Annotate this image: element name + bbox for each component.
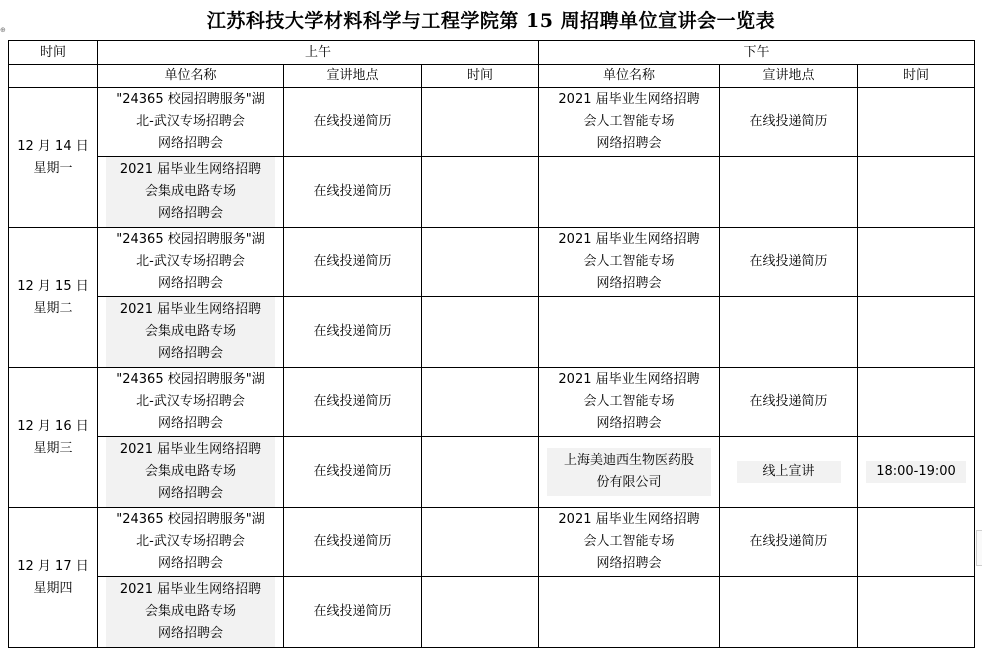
unit-name: [106, 89, 275, 155]
unit-name-line: 2021 届毕业生网络招聘: [558, 372, 700, 387]
venue-text: 在线投递简历: [313, 394, 392, 409]
pm-venue-cell[interactable]: [720, 577, 858, 648]
pm-time-cell[interactable]: [858, 297, 975, 368]
venue-text: 在线投递简历: [313, 184, 392, 199]
unit-name-line: 网络招聘会: [157, 556, 223, 571]
unit-name-line: 份有限公司: [596, 475, 662, 490]
venue-text: 在线投递简历: [749, 534, 828, 549]
date-cell: [9, 508, 98, 648]
am-time-cell[interactable]: [422, 157, 539, 228]
header-am-time: 时间: [422, 65, 539, 88]
venue-text: 在线投递简历: [749, 254, 828, 269]
pm-time-cell[interactable]: [858, 368, 975, 437]
unit-name-line: 会人工智能专场: [583, 394, 675, 409]
date-text: 12 月 14 日: [17, 138, 89, 154]
unit-name: [106, 157, 275, 227]
am-venue-cell[interactable]: [284, 297, 422, 368]
am-unit-cell[interactable]: [98, 577, 284, 648]
unit-name: [106, 369, 275, 435]
unit-name-line: 网络招聘会: [596, 556, 662, 571]
unit-name-line: "24365 校园招聘服务"湖: [116, 372, 265, 387]
pm-venue-cell[interactable]: [720, 437, 858, 508]
pm-unit-cell[interactable]: [539, 577, 720, 648]
pm-unit-cell[interactable]: [539, 508, 720, 577]
am-time-cell[interactable]: [422, 297, 539, 368]
am-unit-cell[interactable]: [98, 88, 284, 157]
unit-name-line: 会人工智能专场: [583, 534, 675, 549]
header-row-periods: [9, 41, 975, 65]
unit-name-line: 网络招聘会: [157, 136, 223, 151]
venue-text: 在线投递简历: [749, 114, 828, 129]
date-text: 12 月 16 日: [17, 418, 89, 434]
weekday-text: 星期二: [33, 300, 73, 316]
page-title: 江苏科技大学材料科学与工程学院第 15 周招聘单位宣讲会一览表: [206, 10, 776, 32]
table-row: [9, 508, 975, 577]
header-blank: [9, 65, 98, 88]
am-time-cell[interactable]: [422, 228, 539, 297]
pm-time-cell[interactable]: [858, 508, 975, 577]
am-time-cell[interactable]: [422, 508, 539, 577]
pm-venue-cell[interactable]: [720, 157, 858, 228]
pm-time-cell[interactable]: [858, 88, 975, 157]
am-venue-cell[interactable]: [284, 368, 422, 437]
am-time-cell[interactable]: [422, 437, 539, 508]
pm-unit-cell[interactable]: [539, 157, 720, 228]
am-venue-cell[interactable]: [284, 437, 422, 508]
unit-name-line: 北-武汉专场招聘会: [136, 394, 245, 409]
unit-name-line: 上海美迪西生物医药股: [564, 453, 695, 468]
unit-name-line: 网络招聘会: [596, 276, 662, 291]
unit-name-line: 网络招聘会: [157, 486, 223, 501]
header-pm-venue: 宣讲地点: [720, 65, 858, 88]
header-afternoon: 下午: [539, 41, 975, 65]
venue-text: 在线投递简历: [313, 324, 392, 339]
pm-unit-cell[interactable]: [539, 297, 720, 368]
weekday-text: 星期四: [33, 580, 73, 596]
unit-name-line: 网络招聘会: [157, 346, 223, 361]
schedule-table: [8, 40, 975, 648]
am-unit-cell[interactable]: [98, 228, 284, 297]
header-pm-unit: 单位名称: [539, 65, 720, 88]
unit-name-line: 2021 届毕业生网络招聘: [558, 92, 700, 107]
venue-text: 在线投递简历: [313, 464, 392, 479]
am-venue-cell[interactable]: [284, 228, 422, 297]
weekday-text: 星期三: [33, 440, 73, 456]
pm-time-cell[interactable]: [858, 228, 975, 297]
unit-name-line: 2021 届毕业生网络招聘: [119, 162, 262, 177]
pm-time-cell[interactable]: [858, 577, 975, 648]
header-pm-time: 时间: [858, 65, 975, 88]
header-time: 时间: [9, 41, 98, 65]
unit-name: [547, 369, 711, 435]
am-time-cell[interactable]: [422, 368, 539, 437]
table-row: [9, 228, 975, 297]
unit-name-line: 2021 届毕业生网络招聘: [119, 442, 262, 457]
unit-name: [106, 437, 275, 507]
unit-name-line: "24365 校园招聘服务"湖: [116, 92, 265, 107]
unit-name: [547, 448, 711, 496]
am-unit-cell[interactable]: [98, 157, 284, 228]
am-time-cell[interactable]: [422, 88, 539, 157]
unit-name-line: 北-武汉专场招聘会: [136, 254, 245, 269]
unit-name: [547, 509, 711, 575]
pm-unit-cell[interactable]: [539, 368, 720, 437]
venue-text: 线上宣讲: [737, 461, 841, 483]
am-unit-cell[interactable]: [98, 297, 284, 368]
unit-name-line: 网络招聘会: [157, 416, 223, 431]
unit-name-line: 网络招聘会: [157, 626, 223, 641]
venue-text: 在线投递简历: [313, 604, 392, 619]
date-text: 12 月 17 日: [17, 558, 89, 574]
date-cell: [9, 88, 98, 228]
unit-name-line: 网络招聘会: [596, 136, 662, 151]
table-row: [9, 437, 975, 508]
pm-unit-cell[interactable]: [539, 88, 720, 157]
header-morning: 上午: [98, 41, 539, 65]
table-row: [9, 88, 975, 157]
am-venue-cell[interactable]: [284, 508, 422, 577]
unit-name-line: 北-武汉专场招聘会: [136, 114, 245, 129]
table-row: [9, 368, 975, 437]
unit-name-line: 北-武汉专场招聘会: [136, 534, 245, 549]
unit-name-line: 2021 届毕业生网络招聘: [119, 302, 262, 317]
date-text: 12 月 15 日: [17, 278, 89, 294]
unit-name-line: 会集成电路专场: [144, 324, 236, 339]
am-venue-cell[interactable]: [284, 88, 422, 157]
unit-name-line: 会人工智能专场: [583, 114, 675, 129]
header-am-venue: 宣讲地点: [284, 65, 422, 88]
venue-text: 在线投递简历: [313, 254, 392, 269]
table-row: [9, 297, 975, 368]
venue-text: 在线投递简历: [313, 534, 392, 549]
am-unit-cell[interactable]: [98, 437, 284, 508]
pm-venue-cell[interactable]: [720, 228, 858, 297]
unit-name: [106, 297, 275, 367]
pm-unit-cell[interactable]: [539, 437, 720, 508]
unit-name-line: 2021 届毕业生网络招聘: [558, 512, 700, 527]
unit-name-line: 会集成电路专场: [144, 184, 236, 199]
unit-name: [106, 229, 275, 295]
date-cell: [9, 368, 98, 508]
pm-time-cell[interactable]: [858, 157, 975, 228]
unit-name: [106, 509, 275, 575]
unit-name-line: 网络招聘会: [157, 206, 223, 221]
date-cell: [9, 228, 98, 368]
unit-name-line: 网络招聘会: [596, 416, 662, 431]
venue-text: 在线投递简历: [749, 394, 828, 409]
move-handle-icon[interactable]: ⊕: [0, 26, 6, 34]
am-time-cell[interactable]: [422, 577, 539, 648]
am-venue-cell[interactable]: [284, 157, 422, 228]
header-am-unit: 单位名称: [98, 65, 284, 88]
unit-name-line: 会集成电路专场: [144, 464, 236, 479]
unit-name-line: 会集成电路专场: [144, 604, 236, 619]
unit-name-line: 网络招聘会: [157, 276, 223, 291]
pm-venue-cell[interactable]: [720, 297, 858, 368]
pm-venue-cell[interactable]: [720, 368, 858, 437]
am-venue-cell[interactable]: [284, 577, 422, 648]
table-row: [9, 157, 975, 228]
table-row: [9, 577, 975, 648]
pm-venue-cell[interactable]: [720, 88, 858, 157]
venue-text: 在线投递简历: [313, 114, 392, 129]
unit-name-line: 会人工智能专场: [583, 254, 675, 269]
unit-name-line: "24365 校园招聘服务"湖: [116, 232, 265, 247]
unit-name-line: 2021 届毕业生网络招聘: [558, 232, 700, 247]
unit-name: [547, 229, 711, 295]
pm-time-cell[interactable]: [858, 437, 975, 508]
pm-unit-cell[interactable]: [539, 228, 720, 297]
unit-name-line: 2021 届毕业生网络招聘: [119, 582, 262, 597]
time-text: 18:00-19:00: [866, 461, 966, 483]
unit-name-line: "24365 校园招聘服务"湖: [116, 512, 265, 527]
header-row-columns: [9, 65, 975, 88]
unit-name: [547, 89, 711, 155]
side-scroll-tab[interactable]: [976, 530, 982, 566]
unit-name: [106, 577, 275, 647]
weekday-text: 星期一: [33, 160, 73, 176]
am-unit-cell[interactable]: [98, 508, 284, 577]
pm-venue-cell[interactable]: [720, 508, 858, 577]
am-unit-cell[interactable]: [98, 368, 284, 437]
